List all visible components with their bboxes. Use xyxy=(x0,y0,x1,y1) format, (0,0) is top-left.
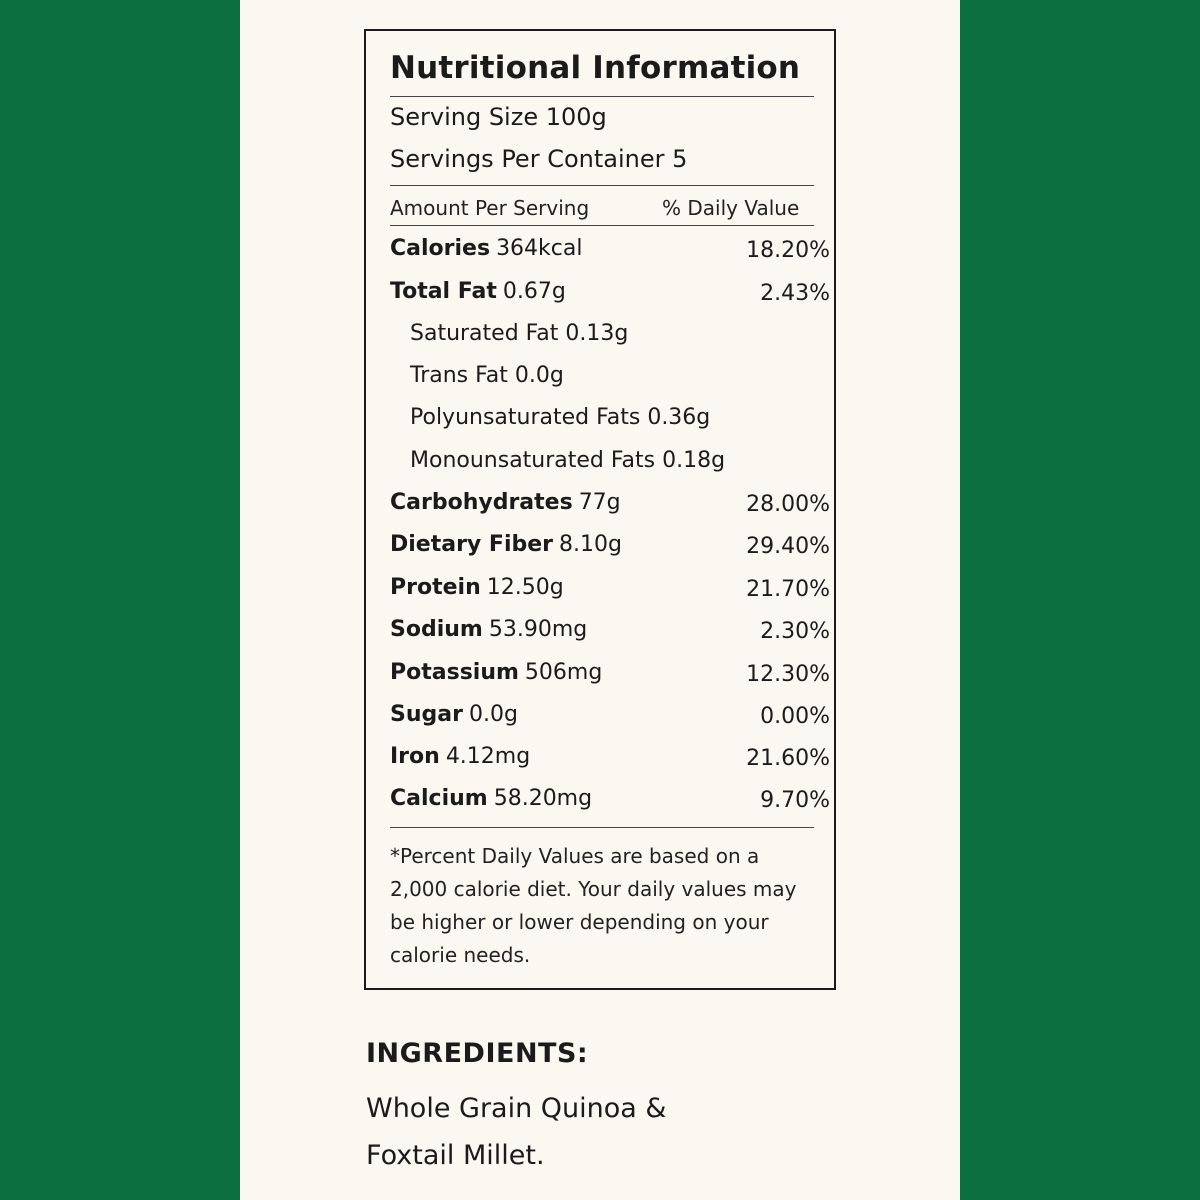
nutrient-row-protein xyxy=(390,575,830,605)
nutrient-row-calories xyxy=(390,236,830,266)
servings-per-container: Servings Per Container 5 xyxy=(390,145,688,173)
nutrient-amount: 0.0g xyxy=(468,702,518,727)
nutrient-dv: 18.20% xyxy=(746,238,830,263)
nutrient-amount: 77g xyxy=(578,490,621,515)
trans-fat: Trans Fat 0.0g xyxy=(410,363,564,388)
nutrient-name: Iron xyxy=(390,744,440,769)
right-green-border xyxy=(960,0,1200,1200)
nutrient-row-potassium xyxy=(390,660,830,690)
nutrient-amount: 506mg xyxy=(524,660,603,685)
nutrient-amount: 53.90mg xyxy=(488,617,588,642)
daily-value-header: % Daily Value xyxy=(662,196,800,220)
nutrient-row-iron xyxy=(390,744,830,774)
saturated-fat: Saturated Fat 0.13g xyxy=(410,321,629,346)
nutrient-row-dietary-fiber xyxy=(390,532,830,562)
nutrient-amount: 4.12mg xyxy=(445,744,531,769)
nutrient-amount: 364kcal xyxy=(496,236,583,261)
amount-per-serving-header: Amount Per Serving xyxy=(390,196,590,220)
nutrient-dv: 21.70% xyxy=(746,577,830,602)
nutrient-row-carbohydrates xyxy=(390,490,830,520)
ingredients-heading: INGREDIENTS: xyxy=(366,1038,589,1069)
nutrition-title: Nutritional Information xyxy=(390,50,801,86)
nutrient-name: Total Fat xyxy=(390,279,497,304)
nutrient-name: Protein xyxy=(390,575,481,600)
nutrient-name: Sodium xyxy=(390,617,483,642)
nutrient-dv: 9.70% xyxy=(760,788,830,813)
nutrient-amount: 0.67g xyxy=(502,279,566,304)
nutrient-row-sugar xyxy=(390,702,830,732)
daily-value-footnote: *Percent Daily Values are based on a 2,000 calorie diet. Your daily values may be higher or lower depending on your calorie needs. xyxy=(390,844,797,967)
servings-divider xyxy=(390,185,814,186)
nutrient-row-sodium xyxy=(390,617,830,647)
nutrient-row-total-fat xyxy=(390,279,830,309)
serving-size: Serving Size 100g xyxy=(390,103,607,131)
nutrient-dv: 2.30% xyxy=(760,619,830,644)
monounsaturated-fats: Monounsaturated Fats 0.18g xyxy=(410,448,726,473)
nutrient-amount: 12.50g xyxy=(486,575,564,600)
left-green-border xyxy=(0,0,240,1200)
nutrient-dv: 21.60% xyxy=(746,746,830,771)
nutrient-name: Dietary Fiber xyxy=(390,532,554,557)
nutrient-amount: 58.20mg xyxy=(493,786,593,811)
nutrient-name: Calcium xyxy=(390,786,488,811)
ingredients-text: Whole Grain Quinoa & Foxtail Millet. xyxy=(366,1093,667,1171)
nutrient-dv: 29.40% xyxy=(746,534,830,559)
title-divider xyxy=(390,96,814,97)
nutrient-name: Sugar xyxy=(390,702,463,727)
nutrient-name: Carbohydrates xyxy=(390,490,573,515)
nutrient-dv: 0.00% xyxy=(760,704,830,729)
nutrient-dv: 12.30% xyxy=(746,662,830,687)
nutrient-amount: 8.10g xyxy=(559,532,622,557)
nutrient-row-calcium xyxy=(390,786,830,816)
nutrient-dv: 2.43% xyxy=(760,281,830,306)
footnote-divider xyxy=(390,827,814,828)
polyunsaturated-fats: Polyunsaturated Fats 0.36g xyxy=(410,405,711,430)
nutrient-dv: 28.00% xyxy=(746,492,830,517)
nutrient-name: Calories xyxy=(390,236,491,261)
header-divider xyxy=(390,225,814,226)
nutrient-name: Potassium xyxy=(390,660,519,685)
